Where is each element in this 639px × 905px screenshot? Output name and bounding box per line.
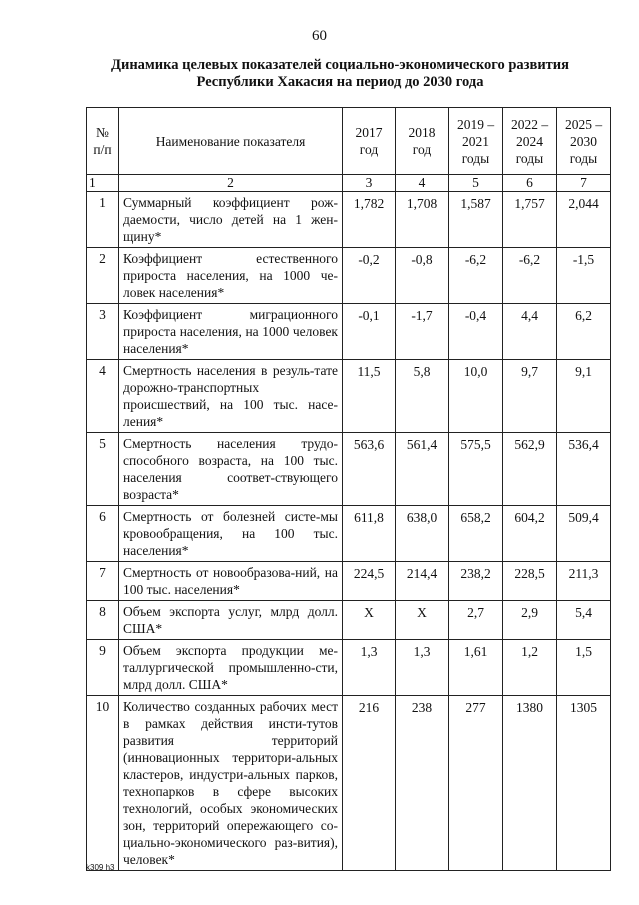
indicator-name: Коэффициент естественного прироста населения, на 1000 че-ловек населения* (119, 248, 343, 304)
value-2025-2030: -1,5 (557, 248, 611, 304)
value-2019-2021: 658,2 (449, 506, 503, 562)
table-row (87, 601, 611, 640)
indicator-name: Суммарный коэффициент рож-даемости, число детей на 1 жен-щину* (119, 192, 343, 248)
value-2022-2024: 4,4 (503, 304, 557, 360)
value-2019-2021: 1,587 (449, 192, 503, 248)
value-2017: 611,8 (343, 506, 396, 562)
value-2025-2030: 2,044 (557, 192, 611, 248)
row-number: 8 (87, 601, 119, 640)
value-2017: 11,5 (343, 360, 396, 433)
column-index: 2 (119, 175, 343, 192)
table-row (87, 640, 611, 696)
row-number: 7 (87, 562, 119, 601)
table-row (87, 506, 611, 562)
value-2019-2021: -0,4 (449, 304, 503, 360)
title-line-1: Динамика целевых показателей социально-экономического развития (111, 57, 569, 73)
value-2018: 638,0 (396, 506, 449, 562)
value-2017: 563,6 (343, 433, 396, 506)
title-line-2: Республики Хакасия на период до 2030 года (196, 74, 484, 90)
header-2022-2024: 2022 – 2024 годы (503, 108, 557, 175)
page-number: 60 (312, 28, 327, 44)
row-number: 6 (87, 506, 119, 562)
value-2025-2030: 536,4 (557, 433, 611, 506)
value-2022-2024: 1380 (503, 696, 557, 871)
column-index: 7 (557, 175, 611, 192)
value-2025-2030: 211,3 (557, 562, 611, 601)
value-2018: 5,8 (396, 360, 449, 433)
header-2019-2021: 2019 – 2021 годы (449, 108, 503, 175)
value-2019-2021: -6,2 (449, 248, 503, 304)
row-number: 5 (87, 433, 119, 506)
value-2025-2030: 1,5 (557, 640, 611, 696)
table-row (87, 248, 611, 304)
row-number: 10 (87, 696, 119, 871)
indicator-name: Коэффициент миграционного прироста населения, на 1000 человек населения* (119, 304, 343, 360)
indicator-name: Смертность населения трудо-способного возраста, на 100 тыс. населения соответ-ствующего возраста* (119, 433, 343, 506)
value-2022-2024: 9,7 (503, 360, 557, 433)
table-row (87, 433, 611, 506)
value-2022-2024: 604,2 (503, 506, 557, 562)
value-2019-2021: 2,7 (449, 601, 503, 640)
table-row (87, 696, 611, 871)
value-2018: 1,3 (396, 640, 449, 696)
value-2017: -0,1 (343, 304, 396, 360)
table-row (87, 192, 611, 248)
header-2025-2030: 2025 – 2030 годы (557, 108, 611, 175)
value-2022-2024: 1,757 (503, 192, 557, 248)
value-2019-2021: 10,0 (449, 360, 503, 433)
header-2018: 2018 год (396, 108, 449, 175)
value-2022-2024: 228,5 (503, 562, 557, 601)
row-number: 4 (87, 360, 119, 433)
column-index: 4 (396, 175, 449, 192)
value-2025-2030: 9,1 (557, 360, 611, 433)
column-index: 6 (503, 175, 557, 192)
value-2019-2021: 277 (449, 696, 503, 871)
indicators-table (86, 107, 611, 871)
indicator-name: Смертность от новообразова-ний, на 100 тыс. населения* (119, 562, 343, 601)
value-2017: 1,3 (343, 640, 396, 696)
column-index: 3 (343, 175, 396, 192)
value-2019-2021: 575,5 (449, 433, 503, 506)
value-2017: 224,5 (343, 562, 396, 601)
value-2025-2030: 6,2 (557, 304, 611, 360)
value-2018: 214,4 (396, 562, 449, 601)
value-2018: 561,4 (396, 433, 449, 506)
value-2018: 238 (396, 696, 449, 871)
indicator-name: Смертность населения в резуль-тате дорожно-транспортных происшествий, на 100 тыс. насе-ления* (119, 360, 343, 433)
value-2019-2021: 1,61 (449, 640, 503, 696)
table-row (87, 360, 611, 433)
value-2025-2030: 1305 (557, 696, 611, 871)
indicator-name: Объем экспорта продукции ме-таллургической промышленно-сти, млрд долл. США* (119, 640, 343, 696)
row-number: 3 (87, 304, 119, 360)
value-2025-2030: 509,4 (557, 506, 611, 562)
document-title (60, 57, 620, 91)
value-2017: 216 (343, 696, 396, 871)
indicator-name: Объем экспорта услуг, млрд долл. США* (119, 601, 343, 640)
header-2017: 2017 год (343, 108, 396, 175)
table-row (87, 304, 611, 360)
header-num: № п/п (87, 108, 119, 175)
value-2019-2021: 238,2 (449, 562, 503, 601)
table-row (87, 562, 611, 601)
value-2022-2024: 2,9 (503, 601, 557, 640)
value-2022-2024: 562,9 (503, 433, 557, 506)
value-2022-2024: -6,2 (503, 248, 557, 304)
row-number: 2 (87, 248, 119, 304)
row-number: 9 (87, 640, 119, 696)
column-index: 1 (87, 175, 119, 192)
column-index-row (87, 175, 611, 192)
value-2017: -0,2 (343, 248, 396, 304)
value-2022-2024: 1,2 (503, 640, 557, 696)
value-2018: -0,8 (396, 248, 449, 304)
value-2017: 1,782 (343, 192, 396, 248)
footer-code: k309 h3 (86, 863, 115, 872)
value-2018: 1,708 (396, 192, 449, 248)
value-2018: -1,7 (396, 304, 449, 360)
indicator-name: Количество созданных рабочих мест в рамках действия инсти-тутов развития территорий (инновационных территори-альных кластеров, индустри-альных парков, технопарков в сфере высоких технологий, особых экономических зон, территорий опережающего со-циально-экономического раз-вития), человек* (119, 696, 343, 871)
value-2017: Х (343, 601, 396, 640)
header-row (87, 108, 611, 175)
row-number: 1 (87, 192, 119, 248)
column-index: 5 (449, 175, 503, 192)
indicator-name: Смертность от болезней систе-мы кровообращения, на 100 тыс. населения* (119, 506, 343, 562)
value-2018: Х (396, 601, 449, 640)
header-name: Наименование показателя (119, 108, 343, 175)
value-2025-2030: 5,4 (557, 601, 611, 640)
